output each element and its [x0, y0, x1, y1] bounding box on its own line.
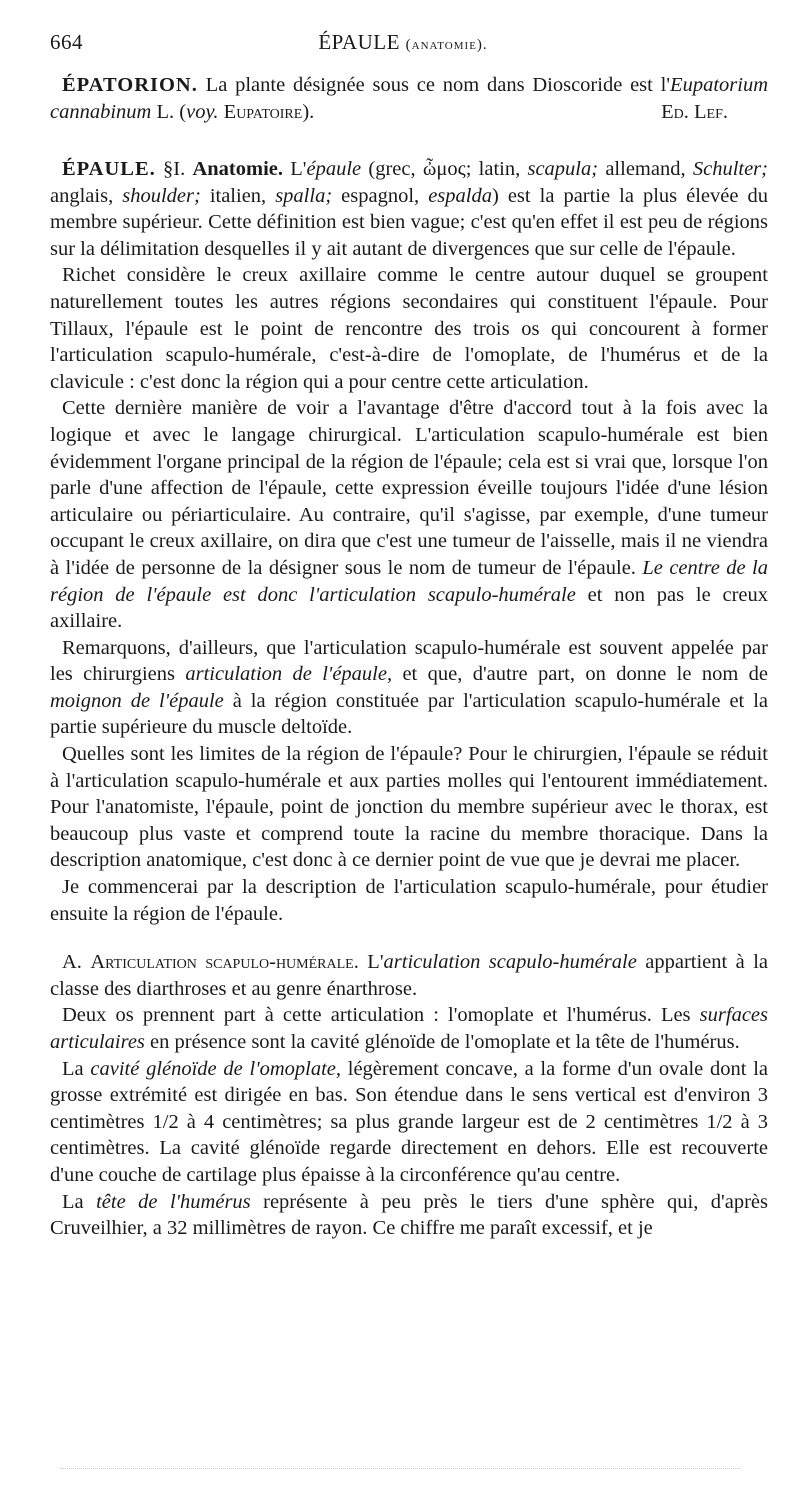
- text-run: La: [62, 1057, 91, 1080]
- entry-headword: ÉPATORION.: [62, 74, 198, 96]
- italic-run: articulation de l'épaule,: [185, 663, 393, 686]
- italic-run: tête de l'humérus: [96, 1190, 251, 1213]
- paragraph-deux-os: [50, 1002, 768, 1055]
- running-header: [50, 30, 756, 64]
- text-run: Remarquons, d'ailleurs, que l'articulation scapulo-humérale est souvent appelée par les chirurgiens: [50, 636, 768, 686]
- paragraph-intro: [50, 156, 768, 262]
- text-run: et non pas le creux axillaire.: [50, 583, 768, 633]
- paragraph-derniere: [50, 395, 768, 634]
- author-signature: Ed. Lef.: [661, 101, 728, 124]
- text-run: allemand,: [598, 158, 693, 180]
- text-run: à la région constituée par l'articulation scapulo-humérale et la partie supérieure du muscle deltoïde.: [50, 689, 768, 739]
- italic-run: Eupatorium cannabinum: [50, 74, 768, 123]
- running-title: [50, 30, 756, 55]
- entry-epatorion-text: [50, 72, 768, 126]
- section-title: Anatomie.: [192, 158, 283, 180]
- text-run: représente à peu près le tiers d'une sphère qui, d'après Cruveilhier, a 32 millimètres de rayon. Ce chiffre me paraît excessif, et je: [50, 1190, 768, 1240]
- italic-run: moignon de l'épaule: [50, 689, 224, 712]
- smallcaps-run: Eupatoire: [223, 100, 303, 123]
- text-run: L. (: [151, 100, 187, 123]
- italic-run: espalda: [428, 184, 492, 207]
- section-label: A.: [62, 951, 91, 974]
- entry-epatorion: [50, 72, 768, 126]
- text-run: (grec, ὦμος; latin,: [361, 158, 528, 180]
- paragraph-tete: [50, 1189, 768, 1242]
- text-run: L': [283, 158, 307, 180]
- text-run: et que, d'autre part, on donne le nom de: [392, 663, 768, 686]
- footer-rule: [60, 1468, 740, 1471]
- running-title-word: ÉPAULE: [318, 30, 400, 54]
- entry-headword: ÉPAULE.: [62, 158, 156, 180]
- page-number: 664: [50, 30, 83, 54]
- paragraph-commencerai: Je commencerai par la description de l'articulation scapulo-humérale, pour étudier ensuite la région de l'épaule.: [50, 876, 768, 925]
- text-run: ).: [302, 100, 315, 123]
- text-run: en présence sont la cavité glénoïde de l'omoplate et la tête de l'humérus.: [144, 1031, 740, 1053]
- italic-run: surfaces articulaires: [50, 1004, 768, 1053]
- section-mark: §I.: [155, 158, 193, 180]
- running-title-qualifier: (anatomie).: [405, 37, 488, 53]
- italic-run: scapula;: [527, 158, 599, 180]
- entry-epaule: [50, 156, 768, 1242]
- paragraph-richet: Richet considère le creux axillaire comme le centre autour duquel se groupent naturellement toutes les autres régions secondaires qui constituent l'épaule. Pour Tillaux, l'épaule est le point de rencontre des trois os qui concourent à former l'articulation scapulo-humérale, c'est-à-dire de l'omoplate, de l'humérus et de la clavicule : c'est donc la région qui a pour centre cette articulation.: [50, 264, 768, 393]
- italic-run: shoulder;: [122, 184, 201, 207]
- text-run: ) est la partie la plus élevée du membre supérieur. Cette définition est bien vague; c'est qu'en effet il est peu de régions sur la délimitation desquelles il y ait autant de divergences que sur celle de l'épaule.: [50, 184, 768, 260]
- italic-run: articulation scapulo-humérale: [383, 951, 637, 974]
- section-heading: Articulation scapulo-humérale.: [90, 951, 359, 974]
- text-run: italien,: [200, 184, 276, 207]
- text-run: légèrement concave, a la forme d'un ovale dont la grosse extrémité est dirigée en bas. Son étendue dans le sens vertical est d'environ 3 centimètres 1/2 à 4 centimètres; sa plus grande largeur est de 2 centimètres 1/2 à 3 centimètres. La cavité glénoïde regarde directement en dehors. Elle est recouverte d'une couche de cartilage plus épaisse à la circonférence qu'au centre.: [50, 1057, 768, 1186]
- paragraph-remarquons: [50, 635, 768, 741]
- text-run: L': [358, 951, 384, 974]
- text-run: espagnol,: [332, 184, 429, 207]
- italic-run: Schulter;: [692, 158, 768, 180]
- paragraph-limites: Quelles sont les limites de la région de l'épaule? Pour le chirurgien, l'épaule se réduit à l'articulation scapulo-humérale et aux parties molles qui l'entourent immédiatement. Pour l'anatomiste, l'épaule, point de jonction du membre supérieur avec le thorax, est beaucoup plus vaste et comprend toute la racine du membre thoracique. Dans la description anatomique, c'est donc à ce dernier point de vue que je devrai me placer.: [50, 743, 768, 872]
- text-run: anglais,: [50, 184, 123, 207]
- italic-run: cavité glénoïde de l'omoplate,: [90, 1057, 341, 1080]
- text-run: Cette dernière manière de voir a l'avantage d'être d'accord tout à la fois avec la logique et avec le langage chirurgical. L'articulation scapulo-humérale est bien évidemment l'organe principal de la région de l'épaule; cela est si vrai que, lorsque l'on parle d'une affection de l'épaule, cette expression éveille toujours l'idée d'une lésion articulaire ou périarticulaire. Au contraire, qu'il s'agisse, par exemple, d'une tumeur occupant le creux axillaire, on dira que c'est une tumeur de l'aisselle, mais il ne viendra à l'idée de personne de la désigner sous le nom de tumeur de l'épaule.: [50, 397, 768, 579]
- italic-run: épaule: [306, 158, 362, 180]
- text-run: La: [62, 1190, 97, 1213]
- text-run: Deux os prennent part à cette articulation : l'omoplate et l'humérus. Les: [62, 1004, 700, 1027]
- italic-run: spalla;: [275, 184, 333, 207]
- paragraph-cavite: [50, 1056, 768, 1189]
- italic-run: Le centre de la région de l'épaule est donc l'articulation scapulo-humérale: [50, 556, 768, 606]
- text-run: appartient à la classe des diarthroses et au genre énarthrose.: [50, 951, 768, 1000]
- text-run: La plante désignée sous ce nom dans Dioscoride est l': [197, 74, 671, 96]
- italic-run: voy.: [186, 100, 219, 123]
- paragraph-section-a: [50, 949, 768, 1002]
